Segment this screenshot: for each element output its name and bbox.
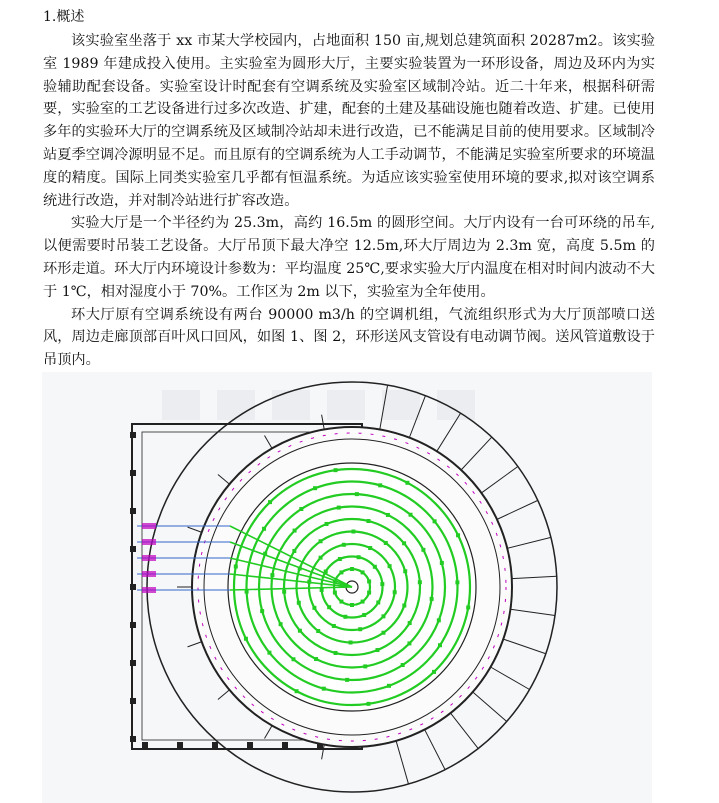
nozzle-marker (293, 529, 297, 533)
nozzle-marker (393, 590, 397, 594)
wall-tick (188, 527, 202, 532)
nozzle-marker (358, 627, 362, 631)
nozzle-marker (386, 513, 390, 517)
nozzle-marker (367, 579, 371, 583)
column-marker (142, 742, 148, 748)
duct-tag (142, 523, 156, 529)
watermark-glyph (272, 390, 310, 420)
nozzle-marker (437, 618, 441, 622)
room-partition (451, 713, 479, 748)
nozzle-marker (432, 670, 436, 674)
column-marker (130, 698, 136, 704)
nozzle-marker (376, 600, 380, 604)
nozzle-marker (267, 651, 271, 655)
room-partition (461, 437, 492, 470)
nozzle-marker (405, 481, 409, 485)
column-marker (130, 584, 136, 590)
room-partition (512, 576, 557, 578)
column-marker (130, 470, 136, 476)
nozzle-marker (325, 522, 329, 526)
nozzle-marker (338, 557, 342, 561)
room-partition (497, 500, 538, 519)
nozzle-marker (373, 565, 377, 569)
nozzle-marker (402, 604, 406, 608)
nozzle-marker (381, 631, 385, 635)
wall-tick (218, 475, 229, 485)
nozzle-marker (327, 605, 331, 609)
nozzle-marker (234, 565, 238, 569)
nozzle-marker (433, 519, 437, 523)
duct-tag (142, 539, 156, 545)
nozzle-marker (378, 483, 382, 487)
nozzle-marker (260, 609, 264, 613)
wall-tick (218, 690, 229, 700)
nozzle-marker (351, 530, 355, 534)
nozzle-marker (313, 486, 317, 490)
nozzle-marker (368, 546, 372, 550)
nozzle-marker (262, 527, 266, 531)
nozzle-marker (343, 615, 347, 619)
column-marker (177, 742, 183, 748)
nozzle-marker (350, 567, 354, 571)
watermark-glyph (162, 390, 200, 420)
nozzle-marker (366, 519, 370, 523)
nozzle-marker (418, 580, 422, 584)
paragraph-overview: 该实验室坐落于 xx 市某大学校园内，占地面积 150 亩,规划总建筑面积 20287m2。该实验室 1989 年建成投入使用。主实验室为圆形大厅，主要实验装置为一环形设备，周边及环内为实验辅助配套设备。实验室设计时配套有空调系统及实验室区域制冷站。近二十年来，根据科研需要，实验室的工艺设备进行过多次改造、扩建，配套的土建及基础设施也随着改造、扩建。已使用多年的实验环大厅的空调系统及区域制冷站却未进行改造，已不能满足目前的使用要求。区域制冷站夏季空调冷源明显不足。而且原有的空调系统为人工手动调节，不能满足实验室所要求的环境温度的精度。国际上同类实验室几乎都有恒温系统。为适应该实验室使用环境的要求,拟对该空调系统进行改造，并对制冷站进行扩容改造。 (43, 33, 655, 209)
nozzle-marker (282, 590, 286, 594)
nozzle-marker (322, 687, 326, 691)
nozzle-marker (244, 637, 248, 641)
nozzle-marker (268, 500, 272, 504)
section-heading: 1.概述 (43, 9, 85, 25)
nozzle-marker (402, 541, 406, 545)
nozzle-marker (456, 533, 460, 537)
column-marker (130, 622, 136, 628)
nozzle-marker (339, 570, 343, 574)
column-marker (130, 432, 136, 438)
nozzle-marker (401, 663, 405, 667)
nozzle-marker (349, 640, 353, 644)
column-marker (130, 508, 136, 514)
nozzle-marker (279, 622, 283, 626)
nozzle-marker (403, 569, 407, 573)
nozzle-marker (381, 614, 385, 618)
watermark-glyph (327, 390, 365, 420)
duct-tag (142, 571, 156, 577)
nozzle-marker (345, 678, 349, 682)
nozzle-marker (367, 591, 371, 595)
wall-tick (322, 415, 325, 430)
nozzle-marker (339, 600, 343, 604)
nozzle-marker (409, 513, 413, 517)
nozzle-marker (299, 507, 303, 511)
column-marker (130, 660, 136, 666)
nozzle-marker (407, 641, 411, 645)
watermark-icon (162, 390, 475, 420)
floor-plan-figure (42, 372, 652, 803)
nozzle-marker (334, 468, 338, 472)
nozzle-marker (438, 643, 442, 647)
nozzle-marker (375, 648, 379, 652)
nozzle-marker (355, 492, 359, 496)
nozzle-marker (466, 605, 470, 609)
room-partition (425, 730, 445, 770)
nozzle-marker (295, 689, 299, 693)
nozzle-marker (357, 555, 361, 559)
nozzle-marker (292, 549, 296, 553)
nozzle-marker (316, 629, 320, 633)
paragraph-air-system: 环大厅原有空调系统设有两台 90000 m3/h 的空调机组，气流组织形式为大厅顶部喷口送风，周边走廊顶部百叶风口回风，如图 1、图 2，环形送风支管设有电动调节阀。送风管道敷设于吊顶内。 (43, 306, 655, 369)
wall-tick (265, 726, 273, 739)
watermark-glyph (382, 390, 420, 420)
room-partition (507, 537, 551, 548)
nozzle-marker (387, 684, 391, 688)
nozzle-marker (319, 556, 323, 560)
nozzle-marker (421, 548, 425, 552)
nozzle-marker (270, 573, 274, 577)
room-partition (510, 609, 555, 615)
duct-tag (142, 555, 156, 561)
nozzle-marker (366, 702, 370, 706)
column-marker (130, 736, 136, 742)
nozzle-marker (333, 591, 337, 595)
room-partition (481, 467, 517, 493)
nozzle-marker (408, 621, 412, 625)
room-partition (503, 639, 546, 654)
nozzle-marker (342, 543, 346, 547)
nozzle-marker (298, 629, 302, 633)
nozzle-marker (430, 597, 434, 601)
nozzle-marker (319, 539, 323, 543)
paragraph-hall-parameters: 实验大厅是一个半径约为 25.3m，高约 16.5m 的圆形空间。大厅内设有一台可环绕的吊车,以便需要时吊装工艺设备。大厅吊顶下最大净空 12.5m,环大厅周边为 2.3m 宽，高度 5.5m 的环形走道。环大厅内环境设计参数为：平均温度 25℃,要求实验大厅内温度在相对时间内波动不大于 1℃，相对湿度小于 70%。工作区为 2m 以下，实验室为全年使用。 (43, 215, 655, 300)
wall-tick (265, 435, 273, 448)
nozzle-marker (297, 601, 301, 605)
nozzle-marker (312, 606, 316, 610)
nozzle-marker (455, 580, 459, 584)
watermark-glyph (437, 390, 475, 420)
nozzle-marker (337, 506, 341, 510)
duct-tag (142, 587, 156, 593)
room-partition (473, 692, 507, 722)
nozzle-marker (363, 664, 367, 668)
nozzle-marker (350, 603, 354, 607)
watermark-glyph (217, 390, 255, 420)
nozzle-marker (334, 651, 338, 655)
nozzle-marker (380, 582, 384, 586)
room-partition (396, 741, 408, 784)
column-marker (130, 546, 136, 552)
nozzle-marker (332, 624, 336, 628)
nozzle-marker (361, 600, 365, 604)
nozzle-marker (314, 657, 318, 661)
floor-plan-drawing-icon (42, 372, 652, 803)
nozzle-marker (440, 561, 444, 565)
nozzle-marker (362, 613, 366, 617)
column-marker (212, 742, 218, 748)
nozzle-marker (384, 541, 388, 545)
column-marker (282, 742, 288, 748)
nozzle-marker (388, 564, 392, 568)
room-partition (491, 667, 530, 690)
nozzle-marker (361, 570, 365, 574)
nozzle-marker (291, 657, 295, 661)
body-text (43, 30, 655, 372)
column-marker (247, 742, 253, 748)
wall-tick (188, 642, 202, 647)
